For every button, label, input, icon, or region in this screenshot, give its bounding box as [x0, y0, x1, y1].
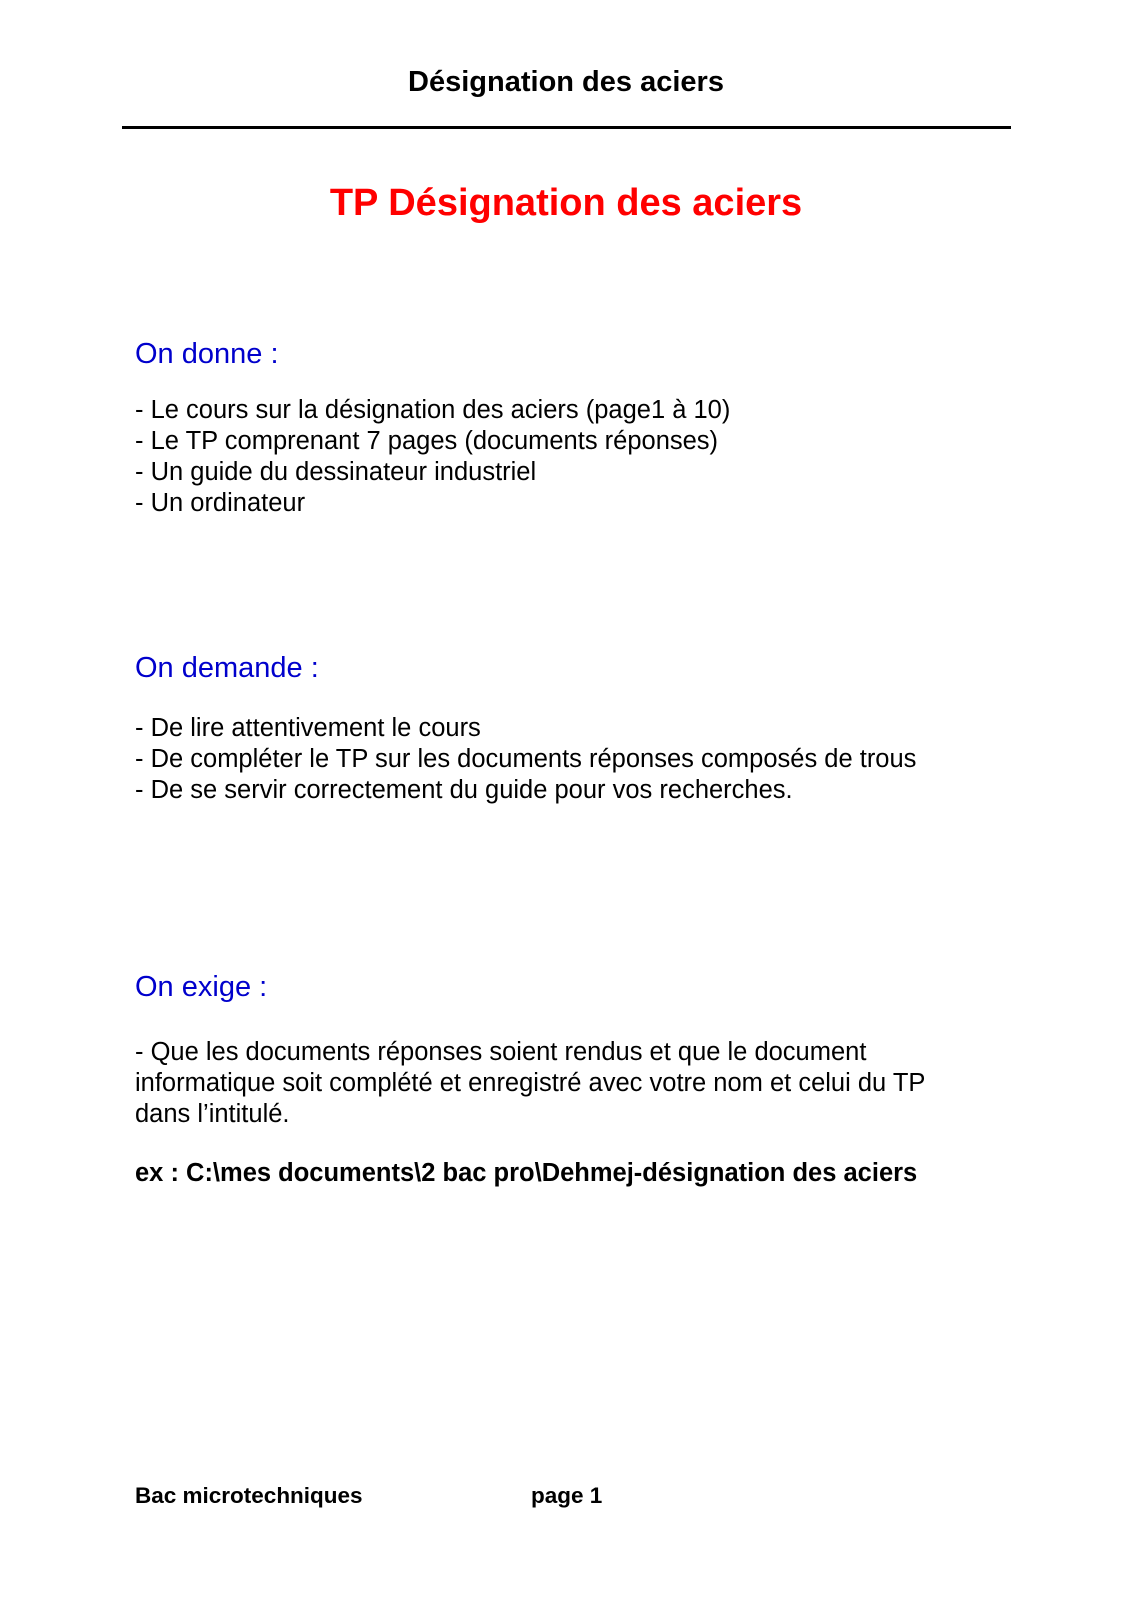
list-item: - Un ordinateur	[135, 489, 306, 517]
section-heading-required: On exige :	[135, 971, 268, 1003]
given-list	[135, 395, 730, 519]
requirement-paragraph: - Que les documents réponses soient rendus et que le document informatique soit complété et enregistré avec votre nom et celui du TP dans l’intitulé.	[135, 1038, 925, 1128]
list-item: - Un guide du dessinateur industriel	[135, 458, 537, 486]
document-title: TP Désignation des aciers	[329, 182, 803, 224]
example-path: ex : C:\mes documents\2 bac pro\Dehmej-désignation des aciers	[135, 1159, 918, 1187]
list-item: - De se servir correctement du guide pour vos recherches.	[135, 776, 793, 804]
page-header-title: Désignation des aciers	[408, 66, 724, 98]
header-divider	[122, 126, 1011, 129]
list-item: - Le TP comprenant 7 pages (documents réponses)	[135, 427, 719, 455]
list-item: - De compléter le TP sur les documents réponses composés de trous	[135, 745, 917, 773]
section-heading-asked: On demande :	[135, 652, 319, 684]
footer-page-number: page 1	[531, 1483, 603, 1508]
list-item: - De lire attentivement le cours	[135, 714, 481, 742]
footer-course-name: Bac microtechniques	[135, 1483, 363, 1508]
section-heading-given: On donne :	[135, 338, 279, 370]
asked-list	[135, 713, 916, 806]
list-item: - Le cours sur la désignation des aciers (page1 à 10)	[135, 396, 731, 424]
